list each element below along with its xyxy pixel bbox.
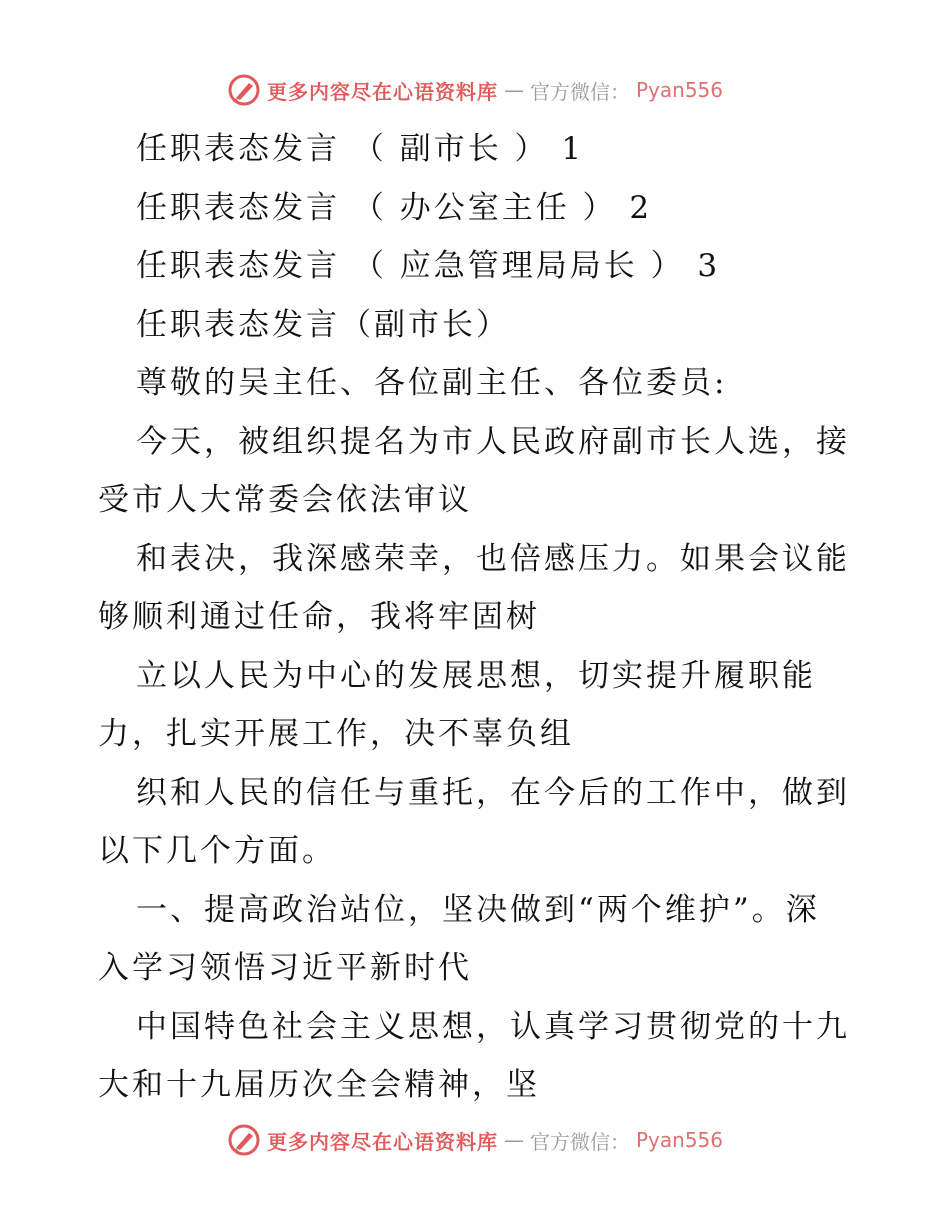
section-title: 任职表态发言（副市长） — [136, 306, 510, 343]
paragraph-line: 今天，被组织提名为市人民政府副市长人选，接 — [136, 423, 850, 460]
watermark-wechat-label: 官方微信： — [529, 79, 630, 104]
pen-logo-icon — [227, 73, 261, 107]
watermark-text: 更多内容尽在心语资料库 — [266, 79, 498, 104]
paragraph-line: 中国特色社会主义思想，认真学习贯彻党的十九 — [136, 1008, 850, 1045]
paragraph-line: 大和十九届历次全会精神，坚 — [98, 1067, 540, 1103]
paragraph-line: 和表决，我深感荣幸，也倍感压力。如果会议能 — [136, 540, 850, 577]
watermark-wechat-label: 官方微信： — [529, 1129, 630, 1154]
paragraph-line: 一、提高政治站位，坚决做到“两个维护”。深 — [136, 891, 820, 928]
paragraph-line: 织和人民的信任与重托，在今后的工作中，做到 — [136, 774, 850, 811]
paragraph-line: 以下几个方面。 — [98, 833, 336, 869]
watermark-separator: — — [503, 1128, 524, 1152]
watermark-text: 更多内容尽在心语资料库 — [266, 1129, 498, 1154]
watermark-wechat-id: Pyan556 — [635, 1128, 723, 1152]
paragraph-line: 够顺利通过任命，我将牢固树 — [98, 599, 540, 635]
salutation: 尊敬的吴主任、各位副主任、各位委员: — [136, 365, 728, 401]
document-body — [98, 120, 858, 1115]
watermark-footer — [0, 1120, 950, 1160]
paragraph-line: 入学习领悟习近平新时代 — [98, 950, 472, 986]
pen-logo-icon — [227, 1123, 261, 1157]
watermark-header — [0, 70, 950, 110]
toc-line-3: 任职表态发言 （ 应急管理局局长 ） 3 — [136, 248, 721, 284]
toc-line-1: 任职表态发言 （ 副市长 ） 1 — [136, 131, 585, 167]
paragraph-line: 立以人民为中心的发展思想，切实提升履职能 — [136, 657, 816, 694]
watermark-separator: — — [503, 78, 524, 102]
paragraph-line: 力，扎实开展工作，决不辜负组 — [98, 716, 574, 752]
watermark-wechat-id: Pyan556 — [635, 78, 723, 102]
paragraph-line: 受市人大常委会依法审议 — [98, 482, 472, 518]
toc-line-2: 任职表态发言 （ 办公室主任 ） 2 — [136, 189, 653, 226]
